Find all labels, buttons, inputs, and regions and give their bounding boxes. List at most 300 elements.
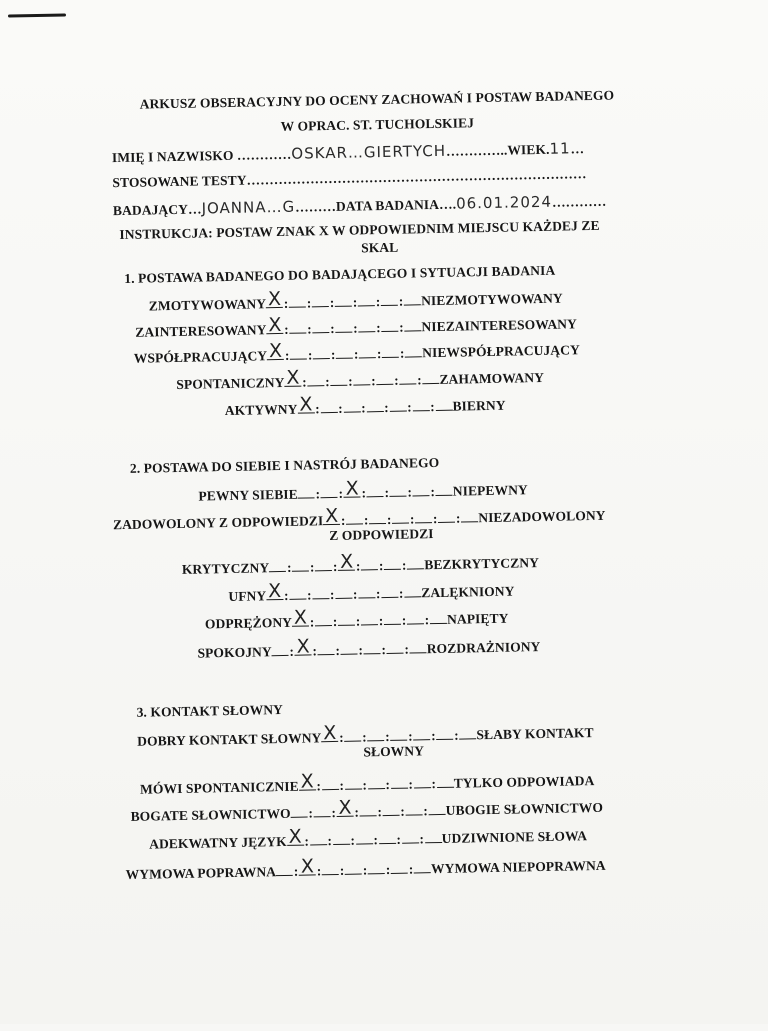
scale-slot[interactable] xyxy=(459,725,476,739)
rating-scale[interactable] xyxy=(266,287,421,312)
scale-separator: : xyxy=(384,399,389,415)
rating-scale[interactable] xyxy=(292,606,447,631)
scale-slot[interactable] xyxy=(381,584,398,598)
scale-separator: : xyxy=(325,374,330,390)
scale-separator: : xyxy=(327,833,333,849)
scale-separator: : xyxy=(384,484,390,500)
rating-scale[interactable] xyxy=(299,770,454,795)
scale-slot[interactable] xyxy=(402,829,419,843)
scale-separator: : xyxy=(353,320,358,336)
scale-right-pole: ROZDRAŻNIONY xyxy=(426,639,541,657)
scale-slot[interactable] xyxy=(284,366,301,389)
rating-scale[interactable] xyxy=(269,550,424,576)
scale-slot[interactable] xyxy=(295,635,312,658)
scale-separator: : xyxy=(306,587,312,603)
scale-separator: : xyxy=(384,728,390,745)
scale-slot[interactable] xyxy=(415,509,432,523)
scale-separator: : xyxy=(316,863,322,879)
scale-separator: : xyxy=(309,614,315,630)
scale-separator: : xyxy=(430,728,436,744)
scale-slot[interactable] xyxy=(414,774,431,788)
scale-slot[interactable] xyxy=(346,510,363,524)
name-dots: ………… xyxy=(236,146,292,163)
scale-separator: : xyxy=(455,510,461,526)
scale-slot[interactable] xyxy=(336,345,353,359)
scale-slot[interactable] xyxy=(391,860,408,874)
scale-slot[interactable] xyxy=(266,579,283,603)
scale-slot[interactable] xyxy=(336,796,353,819)
scale-slot[interactable] xyxy=(358,584,375,598)
scale-separator: : xyxy=(375,294,381,310)
scale-slot[interactable] xyxy=(299,770,316,793)
scale-separator: : xyxy=(330,320,335,337)
scale-separator: : xyxy=(329,586,335,603)
scale-slot[interactable] xyxy=(389,398,406,412)
examiner-value: JOANNA…G xyxy=(201,197,296,218)
scale-right-pole: NIEPEWNY xyxy=(452,482,528,499)
section-heading: 2. POSTAWA DO SIEBIE I NASTRÓJ BADANEGO xyxy=(129,454,440,476)
scale-slot[interactable] xyxy=(321,721,338,745)
scale-slot[interactable] xyxy=(381,318,398,332)
scale-slot[interactable] xyxy=(343,398,360,412)
section-heading: 1. POSTAWA BADANEGO DO BADAJĄCEGO I SYTUACJI BADANIA xyxy=(124,262,556,286)
scale-slot[interactable] xyxy=(359,802,376,816)
scale-slot[interactable] xyxy=(358,318,375,332)
scale-separator: : xyxy=(404,641,410,657)
scale-separator: : xyxy=(362,862,368,878)
scale-row xyxy=(176,368,544,393)
scale-row xyxy=(126,856,606,883)
examiner-row xyxy=(113,192,607,219)
scale-slot[interactable] xyxy=(312,585,329,599)
rating-scale[interactable] xyxy=(266,313,421,338)
rating-scale[interactable] xyxy=(298,477,453,503)
date-label: DATA BADANIA…. xyxy=(335,196,457,214)
x-mark: X xyxy=(323,721,337,745)
scale-row xyxy=(224,393,506,419)
scale-separator: : xyxy=(283,587,289,603)
scale-slot[interactable] xyxy=(390,727,407,741)
scale-separator: : xyxy=(398,293,404,309)
rating-scale[interactable] xyxy=(291,796,446,822)
scale-separator: : xyxy=(381,641,387,658)
scale-slot[interactable] xyxy=(410,639,427,653)
scale-row xyxy=(130,798,603,825)
tests-label: STOSOWANE TESTY xyxy=(112,172,247,191)
scale-left-pole: AKTYWNY xyxy=(224,401,298,419)
scale-slot[interactable] xyxy=(335,319,352,333)
scale-slot[interactable] xyxy=(356,830,373,844)
scale-slot[interactable] xyxy=(290,345,307,359)
scale-separator: : xyxy=(376,346,382,362)
scale-left-pole: DOBRY KONTAKT SŁOWNY xyxy=(137,730,322,749)
x-mark: X xyxy=(300,770,314,793)
scale-slot[interactable] xyxy=(407,555,424,569)
scale-right-pole: NIEZADOWOLONY xyxy=(478,507,606,526)
scale-separator: : xyxy=(355,613,361,629)
scale-separator: : xyxy=(361,729,367,745)
scale-slot[interactable] xyxy=(381,292,398,306)
scale-slot[interactable] xyxy=(292,606,309,629)
scale-slot[interactable] xyxy=(413,482,430,496)
scale-slot[interactable] xyxy=(399,370,416,384)
scale-slot[interactable] xyxy=(289,319,306,333)
name-dots-after: ………….. xyxy=(445,142,508,159)
scale-slot[interactable] xyxy=(405,801,422,815)
name-value: OSKAR…GIERTYCH xyxy=(291,141,447,163)
form-title: ARKUSZ OBSERACYJNY DO OCENY ZACHOWAŃ I POSTAW BADANEGO xyxy=(139,87,615,112)
rating-scale[interactable] xyxy=(276,855,431,880)
scale-separator: : xyxy=(407,484,413,500)
scale-separator: : xyxy=(373,832,379,848)
scale-right-pole: NIEZMOTYWOWANY xyxy=(420,290,563,309)
scale-right-pole-line2: Z ODPOWIEDZI xyxy=(329,526,434,544)
scale-row xyxy=(197,637,540,662)
scale-slot[interactable] xyxy=(428,801,445,815)
scale-right-pole: UDZIWNIONE SŁOWA xyxy=(441,828,588,846)
name-row xyxy=(112,139,585,166)
scale-separator: : xyxy=(329,294,335,311)
scale-row xyxy=(134,340,580,367)
scale-row xyxy=(135,314,577,340)
scale-right-pole: UBOGIE SŁOWNICTWO xyxy=(445,799,604,818)
scale-row xyxy=(140,771,595,798)
name-label: IMIĘ I NAZWISKO xyxy=(111,147,234,166)
scale-separator: : xyxy=(399,345,405,361)
scale-slot[interactable] xyxy=(367,483,384,497)
instructions-line2: SKAL xyxy=(360,239,399,256)
scale-slot[interactable] xyxy=(390,483,407,497)
scale-slot[interactable] xyxy=(404,317,421,331)
scale-slot[interactable] xyxy=(298,484,315,498)
scale-separator: : xyxy=(378,613,384,629)
scale-slot[interactable] xyxy=(345,775,362,789)
scale-slot[interactable] xyxy=(345,860,362,874)
scale-separator: : xyxy=(332,613,338,630)
scale-slot[interactable] xyxy=(269,558,286,572)
scale-slot[interactable] xyxy=(413,726,430,740)
rating-scale[interactable] xyxy=(297,393,452,418)
scale-separator: : xyxy=(361,400,366,416)
scale-slot[interactable] xyxy=(425,829,442,843)
scale-slot[interactable] xyxy=(318,641,335,655)
scale-slot[interactable] xyxy=(437,774,454,788)
scale-left-pole: WSPÓŁPRACUJĄCY xyxy=(133,348,268,366)
scale-separator: : xyxy=(385,776,391,793)
scale-slot[interactable] xyxy=(310,831,327,845)
scale-separator: : xyxy=(339,777,345,793)
x-mark: X xyxy=(268,313,282,337)
scale-separator: : xyxy=(424,612,430,628)
scale-slot[interactable] xyxy=(341,641,358,655)
scale-separator: : xyxy=(353,346,359,362)
scale-left-pole: ADEKWATNY JĘZYK xyxy=(148,833,287,852)
scale-separator: : xyxy=(339,862,345,878)
scale-slot[interactable] xyxy=(266,313,283,337)
x-mark: X xyxy=(288,825,302,848)
x-mark: X xyxy=(293,606,308,629)
scale-slot[interactable] xyxy=(335,585,352,599)
scale-slot[interactable] xyxy=(366,398,383,412)
scale-slot[interactable] xyxy=(321,484,338,498)
scale-separator: : xyxy=(430,399,435,415)
scale-separator: : xyxy=(293,863,299,879)
scale-left-pole: MÓWI SPONTANICZNIE xyxy=(139,778,299,797)
x-mark: X xyxy=(300,855,315,878)
scale-slot[interactable] xyxy=(267,339,284,363)
scale-separator: : xyxy=(308,805,314,821)
scale-separator: : xyxy=(340,512,346,528)
scale-separator: : xyxy=(378,558,384,574)
scale-slot[interactable] xyxy=(435,397,452,411)
scale-separator: : xyxy=(377,804,383,820)
scale-separator: : xyxy=(417,372,422,388)
scale-separator: : xyxy=(375,320,381,336)
scale-slot[interactable] xyxy=(376,371,393,385)
scale-separator: : xyxy=(289,643,295,659)
scale-separator: : xyxy=(284,321,289,337)
scale-right-pole: WYMOWA NIEPOPRAWNA xyxy=(430,857,606,877)
scale-slot[interactable] xyxy=(436,726,453,740)
scale-separator: : xyxy=(352,586,358,602)
scale-slot[interactable] xyxy=(338,550,355,573)
scale-slot[interactable] xyxy=(315,557,332,571)
scale-separator: : xyxy=(307,321,312,337)
scale-separator: : xyxy=(423,803,429,819)
scale-slot[interactable] xyxy=(382,802,399,816)
scale-slot[interactable] xyxy=(404,291,421,305)
scale-right-pole: BIERNY xyxy=(452,397,506,414)
scale-slot[interactable] xyxy=(384,611,401,625)
scale-separator: : xyxy=(385,861,391,878)
scale-slot[interactable] xyxy=(272,642,289,656)
scale-slot[interactable] xyxy=(387,640,404,654)
scale-slot[interactable] xyxy=(289,586,306,600)
scale-separator: : xyxy=(407,728,413,744)
rating-scale[interactable] xyxy=(266,579,421,604)
scale-slot[interactable] xyxy=(297,393,314,416)
tests-row xyxy=(112,166,586,191)
x-mark: X xyxy=(267,579,282,603)
scale-slot[interactable] xyxy=(289,293,306,307)
x-mark: X xyxy=(267,287,282,311)
scale-separator: : xyxy=(286,559,292,575)
age-dots: … xyxy=(570,141,585,157)
scale-separator: : xyxy=(361,485,367,501)
date-dots: ………… xyxy=(551,193,607,210)
scale-separator: : xyxy=(284,347,290,363)
scale-separator: : xyxy=(394,372,399,388)
scale-left-pole: ZMOTYWOWANY xyxy=(148,296,267,314)
scale-left-pole: WYMOWA POPRAWNA xyxy=(125,864,277,883)
scale-slot[interactable] xyxy=(430,610,447,624)
scale-separator: : xyxy=(400,803,406,819)
scale-slot[interactable] xyxy=(320,399,337,413)
scale-separator: : xyxy=(362,777,368,793)
age-value: 11 xyxy=(549,139,571,158)
scale-row xyxy=(198,477,528,504)
x-mark: X xyxy=(345,477,359,500)
scale-slot[interactable] xyxy=(276,862,293,876)
scale-separator: : xyxy=(355,558,361,574)
scale-row xyxy=(181,550,540,578)
scale-slot[interactable] xyxy=(312,319,329,333)
scale-slot[interactable] xyxy=(307,372,324,386)
scale-slot[interactable] xyxy=(391,775,408,789)
age-label: WIEK. xyxy=(507,141,550,158)
x-mark: X xyxy=(268,339,283,363)
scale-slot[interactable] xyxy=(392,510,409,524)
examiner-label: BADAJĄCY… xyxy=(112,201,202,219)
scale-separator: : xyxy=(408,776,414,792)
scale-slot[interactable] xyxy=(338,612,355,626)
scale-slot[interactable] xyxy=(436,482,453,496)
scale-separator: : xyxy=(316,778,322,794)
scale-separator: : xyxy=(363,512,369,528)
scale-right-pole: NIEWSPÓŁPRACUJĄCY xyxy=(422,342,580,361)
scale-separator: : xyxy=(338,400,343,416)
scale-slot[interactable] xyxy=(287,825,304,848)
scale-left-pole: PEWNY SIEBIE xyxy=(198,486,298,504)
scale-separator: : xyxy=(332,558,338,574)
scale-slot[interactable] xyxy=(461,508,478,522)
x-mark: X xyxy=(338,796,352,819)
scale-right-pole: NAPIĘTY xyxy=(446,610,509,627)
scale-right-pole: ZAHAMOWANY xyxy=(439,369,545,387)
scale-separator: : xyxy=(401,557,407,573)
scale-right-pole: SŁABY KONTAKT xyxy=(476,725,594,743)
scale-separator: : xyxy=(354,804,360,820)
scale-separator: : xyxy=(453,727,459,743)
scale-slot[interactable] xyxy=(407,610,424,624)
scale-slot[interactable] xyxy=(438,509,455,523)
scale-slot[interactable] xyxy=(369,510,386,524)
scale-right-pole: NIEZAINTERESOWANY xyxy=(421,316,578,335)
scale-separator: : xyxy=(408,861,414,877)
scale-slot[interactable] xyxy=(322,776,339,790)
scale-right-pole: BEZKRYTYCZNY xyxy=(424,555,540,573)
scale-slot[interactable] xyxy=(412,397,429,411)
scale-slot[interactable] xyxy=(368,775,385,789)
scale-separator: : xyxy=(306,295,312,311)
scale-slot[interactable] xyxy=(404,583,421,597)
scale-left-pole: ODPRĘŻONY xyxy=(204,614,293,632)
scale-separator: : xyxy=(335,642,341,658)
scale-separator: : xyxy=(358,642,364,658)
scale-left-pole: ZAINTERESOWANY xyxy=(135,322,267,340)
scale-separator: : xyxy=(396,831,402,847)
scale-separator: : xyxy=(431,776,437,792)
scale-slot[interactable] xyxy=(367,727,384,741)
scale-row xyxy=(149,826,587,852)
scale-separator: : xyxy=(331,804,337,821)
scale-separator: : xyxy=(315,401,320,417)
scale-separator: : xyxy=(307,347,313,363)
scale-separator: : xyxy=(304,833,310,849)
scale-separator: : xyxy=(338,729,344,745)
scale-right-pole: ZALĘKNIONY xyxy=(421,583,515,601)
scale-slot[interactable] xyxy=(335,293,352,307)
x-mark: X xyxy=(339,550,354,573)
scale-slot[interactable] xyxy=(361,611,378,625)
scale-separator: : xyxy=(419,831,425,847)
scale-separator: : xyxy=(398,585,404,601)
scale-slot[interactable] xyxy=(323,504,340,528)
scale-slot[interactable] xyxy=(368,860,385,874)
scale-slot[interactable] xyxy=(358,292,375,306)
x-mark: X xyxy=(296,635,310,658)
scale-slot[interactable] xyxy=(291,804,308,818)
scale-slot[interactable] xyxy=(353,371,370,385)
scale-slot[interactable] xyxy=(266,287,283,311)
scale-separator: : xyxy=(409,511,415,527)
x-mark: X xyxy=(286,366,300,389)
rating-scale[interactable] xyxy=(267,339,422,364)
rating-scale[interactable] xyxy=(272,635,427,660)
scale-separator: : xyxy=(432,510,438,527)
scale-separator: : xyxy=(401,612,407,628)
examiner-dots: ……… xyxy=(295,198,337,215)
scale-slot[interactable] xyxy=(333,831,350,845)
scale-separator: : xyxy=(430,484,436,500)
date-value: 06.01.2024 xyxy=(455,192,553,213)
scale-separator: : xyxy=(398,319,404,335)
scale-slot[interactable] xyxy=(359,344,376,358)
form-subtitle: W OPRAC. ST. TUCHOLSKIEJ xyxy=(280,115,475,134)
scale-row xyxy=(204,606,509,633)
rating-scale[interactable] xyxy=(287,825,442,850)
scale-separator: : xyxy=(283,295,289,311)
scale-slot[interactable] xyxy=(299,855,316,878)
scale-slot[interactable] xyxy=(422,370,439,384)
scale-right-pole: TYLKO ODPOWIADA xyxy=(453,773,595,791)
scale-slot[interactable] xyxy=(379,830,396,844)
scale-slot[interactable] xyxy=(330,372,347,386)
scale-separator: : xyxy=(371,373,376,389)
scale-slot[interactable] xyxy=(384,556,401,570)
scale-left-pole: BOGATE SŁOWNICTWO xyxy=(130,805,291,824)
scale-separator: : xyxy=(348,373,353,389)
scale-separator: : xyxy=(338,485,344,501)
scale-slot[interactable] xyxy=(313,803,330,817)
scale-left-pole: SPOKOJNY xyxy=(197,644,272,661)
scale-slot[interactable] xyxy=(364,640,381,654)
scale-slot[interactable] xyxy=(344,727,361,741)
scale-slot[interactable] xyxy=(361,556,378,570)
scale-separator: : xyxy=(386,511,392,527)
scale-slot[interactable] xyxy=(312,293,329,307)
scale-slot[interactable] xyxy=(315,612,332,626)
scale-separator: : xyxy=(350,832,356,848)
scale-slot[interactable] xyxy=(313,345,330,359)
scale-left-pole: KRYTYCZNY xyxy=(181,560,270,577)
scale-left-pole: UFNY xyxy=(228,588,267,605)
scale-separator: : xyxy=(315,486,321,502)
scale-separator: : xyxy=(312,643,318,659)
section-heading: 3. KONTAKT SŁOWNY xyxy=(136,701,284,720)
scale-right-pole-line2: SŁOWNY xyxy=(363,743,425,760)
scale-separator: : xyxy=(407,399,412,415)
scale-slot[interactable] xyxy=(292,557,309,571)
scale-slot[interactable] xyxy=(382,344,399,358)
scale-slot[interactable] xyxy=(405,343,422,357)
scale-separator: : xyxy=(330,346,336,362)
rating-scale[interactable] xyxy=(284,366,439,391)
scale-separator: : xyxy=(302,374,307,390)
scale-slot[interactable] xyxy=(344,477,361,500)
scale-slot[interactable] xyxy=(414,859,431,873)
scale-slot[interactable] xyxy=(322,861,339,875)
